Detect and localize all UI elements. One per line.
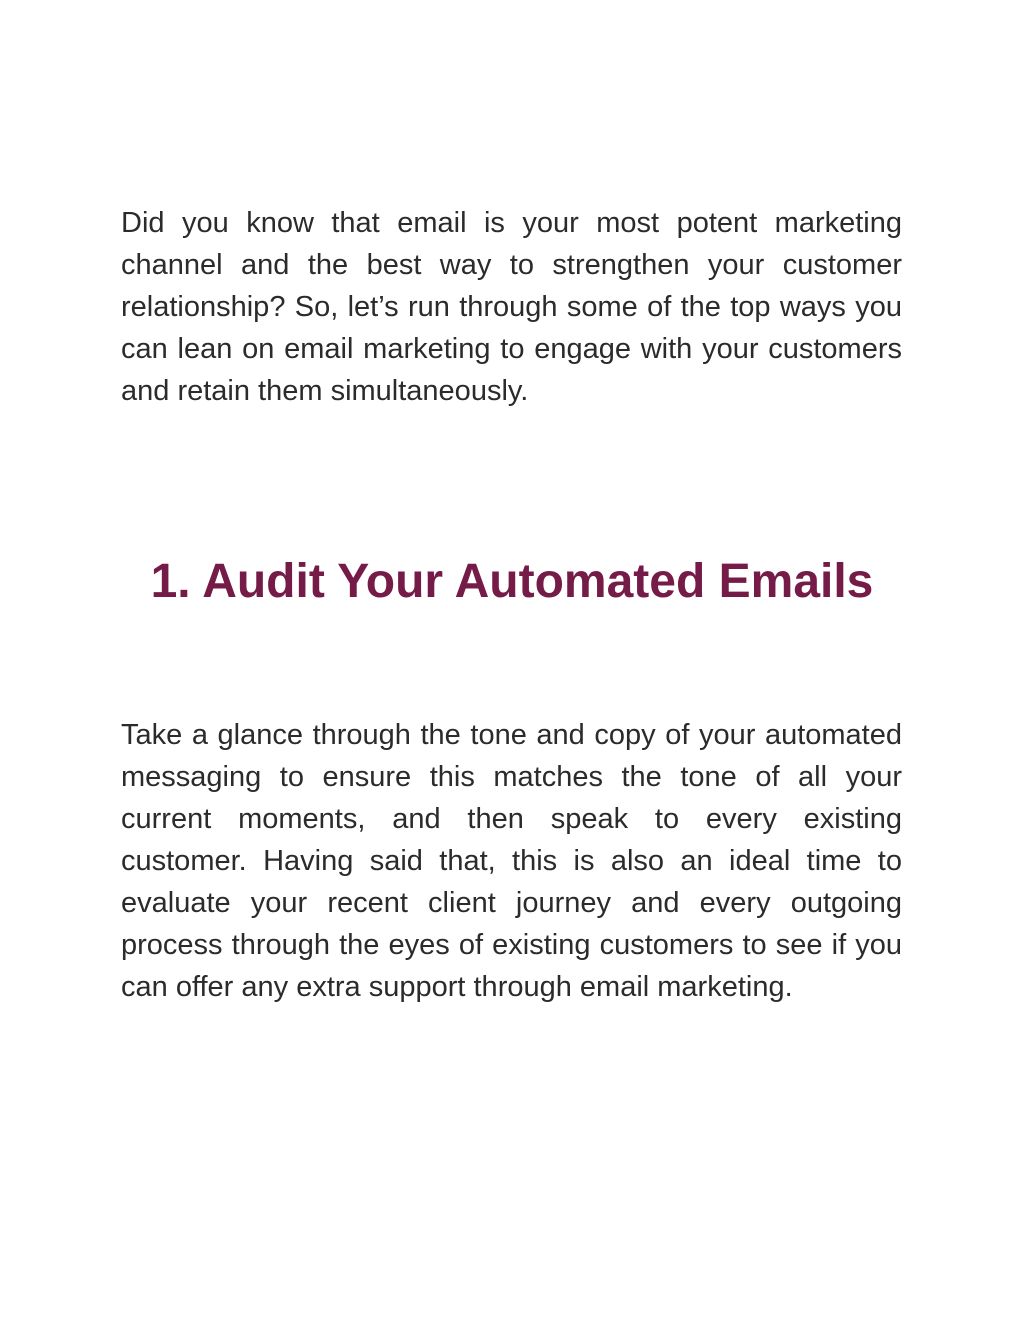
intro-paragraph: Did you know that email is your most potent marketing channel and the best way to strengthen your customer relationship? So, let’s run through some of the top ways you can lean on email marketing to engage with your customers and retain them simultaneously.	[121, 207, 902, 407]
section-heading: 1. Audit Your Automated Emails	[150, 555, 874, 608]
section-body-paragraph: Take a glance through the tone and copy of your automated messaging to ensure this matches the tone of all your current moments, and then speak to every existing customer. Having said that, this is also an ideal time to evaluate your recent client journey and every outgoing process through the eyes of existing customers to see if you can offer any extra support through email marketing.	[121, 719, 902, 1003]
